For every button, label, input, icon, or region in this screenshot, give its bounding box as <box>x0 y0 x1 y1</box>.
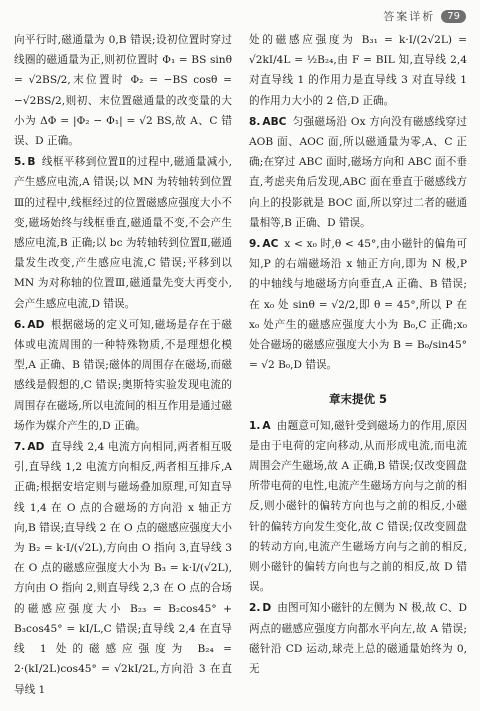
answer-continuation <box>249 30 467 111</box>
answer-item <box>249 416 467 598</box>
question-number: 9. <box>249 238 261 251</box>
right-column <box>249 30 467 679</box>
answer-key: B <box>27 156 36 169</box>
explanation-text: 处的磁感应强度为 B₃₁ = k·I/(2√2L) = √2kI/4L = ½B₂₄,由 F = BIL 知,直导线 2,4 对直导线 1 的作用力是直导线 3 对直导线 1 的作用力大小的 2 倍,D 正确。 <box>249 34 467 107</box>
answer-item <box>249 112 467 233</box>
question-number: 1. <box>249 419 261 432</box>
question-number: 8. <box>249 115 261 128</box>
explanation-text: 根据磁场的定义可知,磁场是存在于磁体或电流周围的一种特殊物质,不是理想化模型,A 正确、B 错误;磁体的周围存在磁场,而磁感线是假想的,C 错误;奥斯特实验发现电流的周围存在磁场,所以电流间的相互作用是通过磁场作为媒介产生的,D 正确。 <box>14 318 232 432</box>
section-label: 答案详析 <box>383 10 436 23</box>
answer-key: ABC <box>262 115 287 128</box>
column-gap <box>240 28 241 698</box>
question-number: 5. <box>14 156 26 169</box>
answer-item <box>249 234 467 375</box>
answer-key: A <box>262 419 271 432</box>
explanation-text: 匀强磁场沿 Ox 方向没有磁感线穿过 AOB 面、AOC 面,所以磁通量为零,A、C 正确;在穿过 ABC 面时,磁场方向和 ABC 面不垂直,考虑夹角后发现,ABC 面在垂直于磁感线方向上的投影就是 BOC 面,所以穿过二者的磁通量相等,B 正确、D 错误。 <box>249 115 467 229</box>
answer-key: AD <box>27 318 45 331</box>
left-column <box>14 30 232 700</box>
explanation-text: 向平行时,磁通量为 0,B 错误;设初位置时穿过线圈的磁通量为正,则初位置时 Φ₁ = BS sinθ = √2BS/2,末位置时 Φ₂ = −BS cosθ = −√2BS/2,则初、末位置磁通量的改变量的大小为 ΔΦ = |Φ₂ − Φ₁| = √2 BS,故 A、C 错误、D 正确。 <box>14 34 232 148</box>
answer-item <box>14 152 232 314</box>
chapter-title: 章末提优 5 <box>328 392 387 407</box>
answer-key: AC <box>262 238 279 251</box>
explanation-text: 由题意可知,磁针受到磁场力的作用,原因是由于电荷的定向移动,从而形成电流,而电流周围会产生磁场,故 A 正确,B 错误;仅改变圆盘所带电荷的电性,电流产生磁场方向与之前的相反,则小磁针的偏转方向也与之前的相反,小磁针的偏转方向发生变化,故 C 错误;仅改变圆盘的转动方向,电流产生磁场方向与之前的相反,则小磁针的偏转方向也与之前的相反,故 D 错误。 <box>249 419 467 594</box>
explanation-text: x < x₀ 时,θ < 45°,由小磁针的偏角可知,P 的右端磁场沿 x 轴正方向,即为 N 极,P 的中轴线与地磁场方向垂直,A 正确、B 错误;在 x₀ 处 sinθ = √2/2,即 θ = 45°,所以 P 在 x₀ 处产生的磁感应强度大小为 B₀,C 正确;x₀ 处合磁场的磁感应强度大小为 B = B₀/sin45° = √2 B₀,D 错误。 <box>249 238 467 372</box>
page-header <box>383 8 466 24</box>
page-number: 79 <box>441 10 466 23</box>
answer-key: AD <box>27 441 45 454</box>
explanation-text: 由图可知小磁针的左侧为 N 极,故 C、D 两点的磁感应强度方向都水平向左,故 A 错误;磁针沿 CD 运动,球壳上总的磁通量始终为 0,无 <box>249 602 467 676</box>
answer-item <box>249 598 467 679</box>
question-number: 2. <box>249 602 261 615</box>
answer-item <box>14 315 232 436</box>
question-number: 7. <box>14 441 26 454</box>
explanation-text: 线框平移到位置Ⅱ的过程中,磁通量减小,产生感应电流,A 错误;以 MN 为转轴转到位置Ⅲ的过程中,线框经过的位置磁感应强度大小不变,磁场始终与线框垂直,磁通量不变,不会产生感应电流,B 正确;以 bc 为转轴转到位置Ⅱ,磁通量发生改变,产生感应电流,C 错误;平移到以 MN 为对称轴的位置Ⅲ,磁通量先变大再变小,会产生感应电流,D 错误。 <box>14 156 232 310</box>
answer-continuation <box>14 30 232 151</box>
answer-key: D <box>262 602 272 615</box>
answer-item <box>14 437 232 700</box>
question-number: 6. <box>14 318 26 331</box>
explanation-text: 直导线 2,4 电流方向相同,两者相互吸引,直导线 1,2 电流方向相反,两者相互排斥,A 正确;根据安培定则与磁场叠加原理,可知直导线 1,4 在 O 点的合磁场的方向沿 x 轴正方向,B 错误;直导线 2 在 O 点的磁感应强度大小为 B₂ = k·I/(√2L),方向由 O 指向 3,直导线 3 在 O 点的磁感应强度大小为 B₃ = k·I/(√2L),方向由 O 指向 2,则直导线 2,3 在 O 点的合场的磁感应强度大小 B₂₃ = B₂cos45° + B₃cos45° = kI/L,C 错误;直导线 2,4 在直导线 1 处的磁感应强度为 B₂₄ = 2·(kI/2L)cos45° = √2kI/2L,方向沿 3 在直导线 1 <box>14 441 232 696</box>
